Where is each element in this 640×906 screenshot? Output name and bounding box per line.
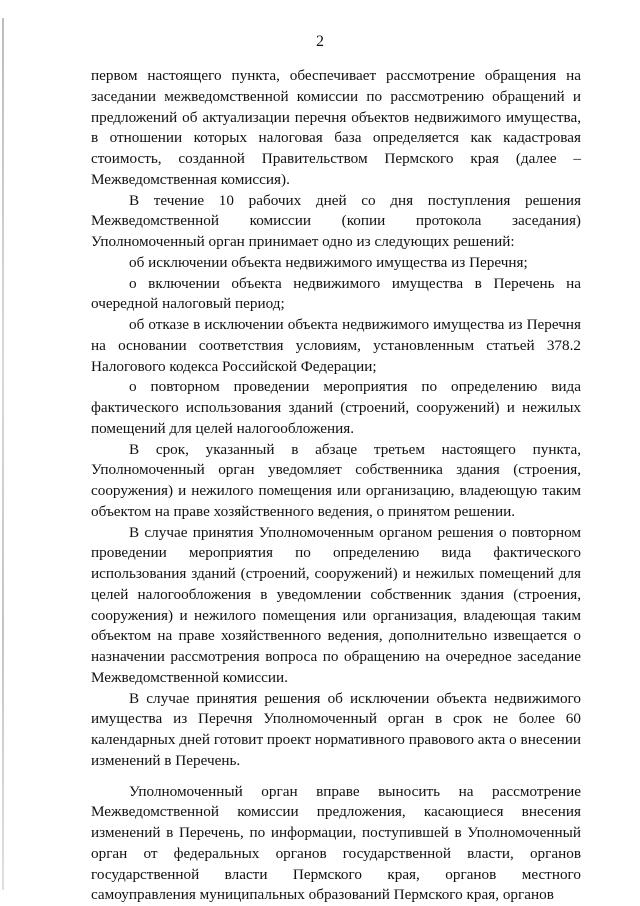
document-body — [91, 66, 581, 906]
paragraph-notification: В срок, указанный в абзаце третьем настоящего пункта, Уполномоченный орган уведомляет собственника здания (строения, сооружения) и нежилого помещения или организацию, владеющую таким объектом на праве хозяйственного ведения, о принятом решении. — [91, 440, 581, 523]
paragraph-option-repeat: о повторном проведении мероприятия по определению вида фактического использования зданий (строений, сооружений) и нежилых помещений для целей налогообложения. — [91, 377, 581, 439]
paragraph-decision-deadline: В течение 10 рабочих дней со дня поступления решения Межведомственной комиссии (копии протокола заседания) Уполномоченный орган принимает одно из следующих решений: — [91, 191, 581, 253]
page-number: 2 — [0, 33, 640, 51]
scan-edge-shadow — [2, 18, 4, 890]
paragraph-continuation: первом настоящего пункта, обеспечивает рассмотрение обращения на заседании межведомственной комиссии по рассмотрению обращений и предложений об актуализации перечня объектов недвижимого имущества, в отношении которых налоговая база определяется как кадастровая стоимость, созданной Правительством Пермского края (далее – Межведомственная комиссия). — [91, 66, 581, 191]
paragraph-option-refusal: об отказе в исключении объекта недвижимого имущества из Перечня на основании соответствия условиям, установленным статьей 378.2 Налогового кодекса Российской Федерации; — [91, 315, 581, 377]
paragraph-proposals: Уполномоченный орган вправе выносить на рассмотрение Межведомственной комиссии предложения, касающиеся внесения изменений в Перечень, по информации, поступившей в Уполномоченный орган от федеральных органов государственной власти, органов государственной власти Пермского края, органов местного самоуправления муниципальных образований Пермского края, органов — [91, 782, 581, 906]
paragraph-option-inclusion: о включении объекта недвижимого имущества в Перечень на очередной налоговый период; — [91, 274, 581, 316]
paragraph-exclusion-act: В случае принятия решения об исключении объекта недвижимого имущества из Перечня Уполномоченный орган в срок не более 60 календарных дней готовит проект нормативного правового акта о внесении изменений в Перечень. — [91, 689, 581, 772]
paragraph-option-exclusion: об исключении объекта недвижимого имущества из Перечня; — [91, 253, 581, 274]
paragraph-repeat-notice: В случае принятия Уполномоченным органом решения о повторном проведении мероприятия по определению вида фактического использования зданий (строений, сооружений) и нежилых помещений для целей налогообложения в уведомлении собственник здания (строения, сооружения) и нежилого помещения или организация, владеющая таким объектом на праве хозяйственного ведения, дополнительно извещается о назначении рассмотрения вопроса по обращению на очередное заседание Межведомственной комиссии. — [91, 523, 581, 689]
